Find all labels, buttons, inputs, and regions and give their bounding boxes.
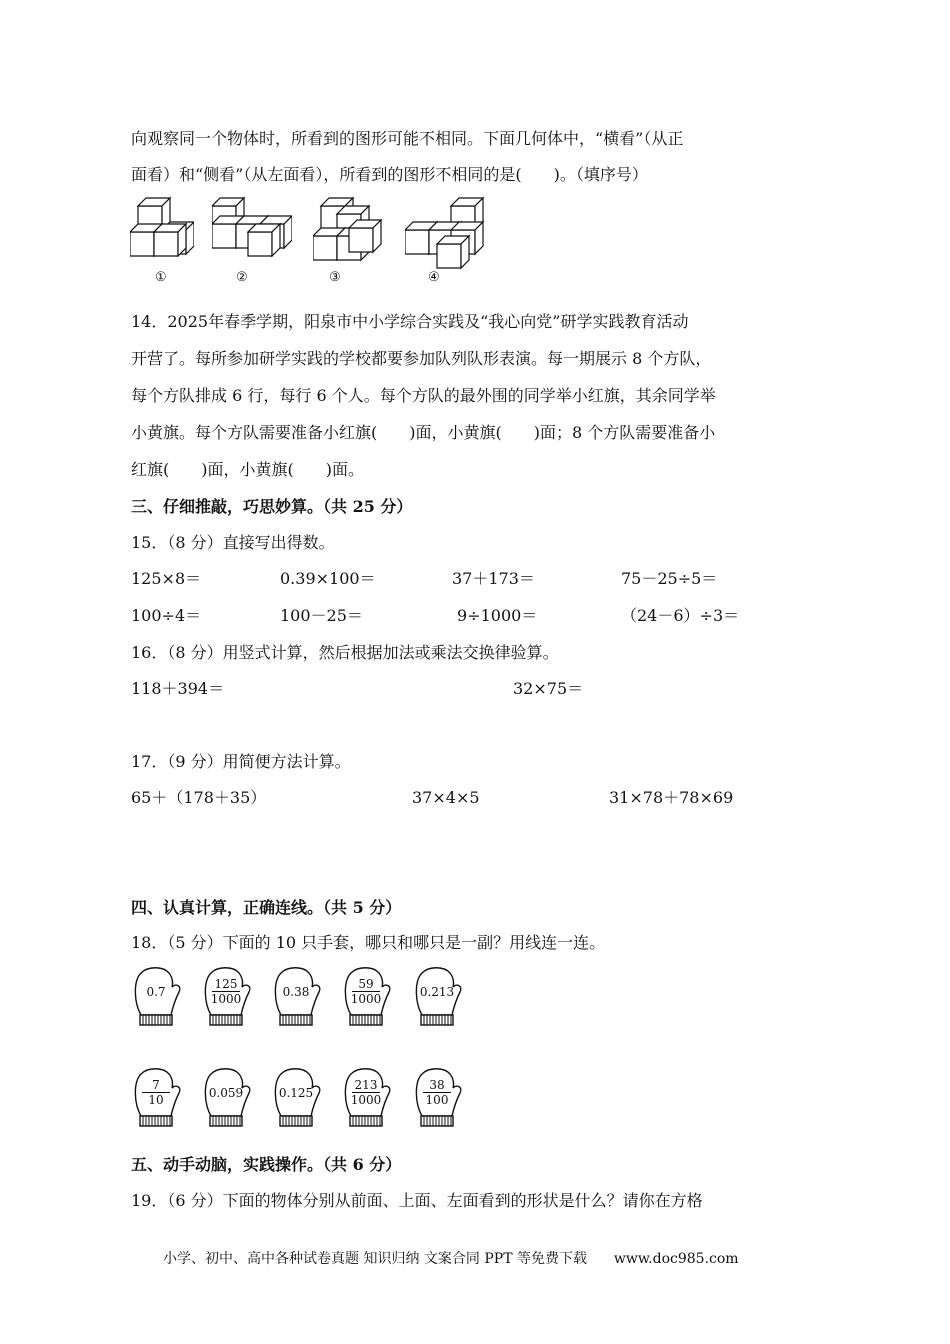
mitten-icon	[132, 965, 182, 1037]
solid-figure-1	[130, 196, 194, 258]
q14-line-5: 红旗( )面，小黄旗( )面。	[131, 460, 364, 479]
mitten-value: 0.38	[282, 985, 310, 999]
mitten-2[interactable]	[202, 965, 252, 1037]
numerator: 38	[429, 1078, 445, 1092]
mitten-fraction	[136, 1078, 176, 1107]
q16-expr-1: 118＋394＝	[131, 679, 225, 698]
denominator: 1000	[210, 992, 242, 1006]
q19-line-1: 19．（6 分）下面的物体分别从前面、上面、左面看到的形状是什么？请你在方格	[131, 1191, 703, 1210]
q15-expr-7: 9÷1000＝	[457, 606, 538, 625]
mitten-3[interactable]	[272, 965, 322, 1037]
footer	[163, 1248, 739, 1268]
q15-expr-4: 75－25÷5＝	[621, 569, 718, 588]
q15-expr-6: 100－25＝	[280, 606, 363, 625]
q16-title: 16．（8 分）用竖式计算，然后根据加法或乘法交换律验算。	[131, 643, 559, 662]
solid-figure-2	[212, 196, 292, 258]
numerator: 7	[152, 1078, 160, 1092]
footer-text: 小学、初中、高中各种试卷真题 知识归纳 文案合同 PPT 等免费下载	[163, 1251, 587, 1267]
mitten-fraction	[346, 1078, 386, 1107]
section-4-heading: 四、认真计算，正确连线。（共 5 分）	[131, 898, 402, 917]
mitten-value: 0.213	[419, 985, 455, 999]
mitten-value: 0.7	[146, 985, 166, 999]
figure-label-4: ④	[428, 270, 440, 285]
mitten-8[interactable]	[272, 1066, 322, 1138]
section-3-heading: 三、仔细推敲，巧思妙算。（共 25 分）	[131, 497, 413, 516]
solid-figure-4	[405, 196, 487, 270]
q14-line-1: 14．2025年春季学期，阳泉市中小学综合实践及“我心向党”研学实践教育活动	[131, 312, 689, 331]
mitten-9[interactable]	[342, 1066, 392, 1138]
q15-title: 15．（8 分）直接写出得数。	[131, 533, 335, 552]
q15-expr-8: （24－6）÷3＝	[621, 606, 740, 625]
q17-expr-3: 31×78＋78×69	[609, 788, 734, 807]
q15-expr-3: 37＋173＝	[452, 569, 535, 588]
mitten-icon	[413, 965, 463, 1037]
q18-title: 18．（5 分）下面的 10 只手套，哪只和哪只是一副？用线连一连。	[131, 933, 606, 952]
mitten-icon	[272, 965, 322, 1037]
q14-line-3: 每个方队排成 6 行，每行 6 个人。每个方队的最外围的同学举小红旗，其余同学举	[131, 386, 716, 405]
footer-website-link[interactable]: www.doc985.com	[613, 1251, 739, 1267]
mitten-6[interactable]	[132, 1066, 182, 1138]
figure-label-2: ②	[236, 270, 248, 285]
denominator: 100	[425, 1093, 449, 1107]
q15-expr-2: 0.39×100＝	[280, 569, 376, 588]
q16-expr-2: 32×75＝	[513, 679, 584, 698]
q13-line-2: 面看）和“侧看”（从左面看），所看到的图形不相同的是( )。（填序号）	[131, 165, 648, 184]
mitten-value: 0.125	[278, 1086, 314, 1100]
mitten-fraction	[346, 977, 386, 1006]
mitten-fraction	[417, 1078, 457, 1107]
q15-expr-1: 125×8＝	[131, 569, 202, 588]
mitten-1[interactable]	[132, 965, 182, 1037]
figure-label-1: ①	[155, 270, 167, 285]
denominator: 1000	[350, 1093, 382, 1107]
q17-title: 17．（9 分）用简便方法计算。	[131, 752, 351, 771]
q15-expr-5: 100÷4＝	[131, 606, 202, 625]
mitten-7[interactable]	[202, 1066, 252, 1138]
q14-line-2: 开营了。每所参加研学实践的学校都要参加队列队形表演。每一期展示 8 个方队，	[131, 349, 712, 368]
mitten-fraction	[206, 977, 246, 1006]
mitten-10[interactable]	[413, 1066, 463, 1138]
q17-expr-1: 65＋（178＋35）	[131, 788, 267, 807]
mitten-icon	[272, 1066, 322, 1138]
numerator: 213	[354, 1078, 378, 1092]
mitten-value: 0.059	[208, 1086, 244, 1100]
mitten-5[interactable]	[413, 965, 463, 1037]
figure-label-3: ③	[329, 270, 341, 285]
solid-figure-3	[313, 196, 383, 262]
q13-line-1: 向观察同一个物体时，所看到的图形可能不相同。下面几何体中，“横看”（从正	[131, 129, 684, 148]
denominator: 1000	[350, 992, 382, 1006]
q17-expr-2: 37×4×5	[412, 788, 480, 807]
mitten-icon	[202, 1066, 252, 1138]
numerator: 125	[214, 977, 238, 991]
section-5-heading: 五、动手动脑，实践操作。（共 6 分）	[131, 1155, 402, 1174]
denominator: 10	[148, 1093, 164, 1107]
q14-line-4: 小黄旗。每个方队需要准备小红旗( )面，小黄旗( )面；8 个方队需要准备小	[131, 423, 716, 442]
mitten-4[interactable]	[342, 965, 392, 1037]
numerator: 59	[358, 977, 374, 991]
